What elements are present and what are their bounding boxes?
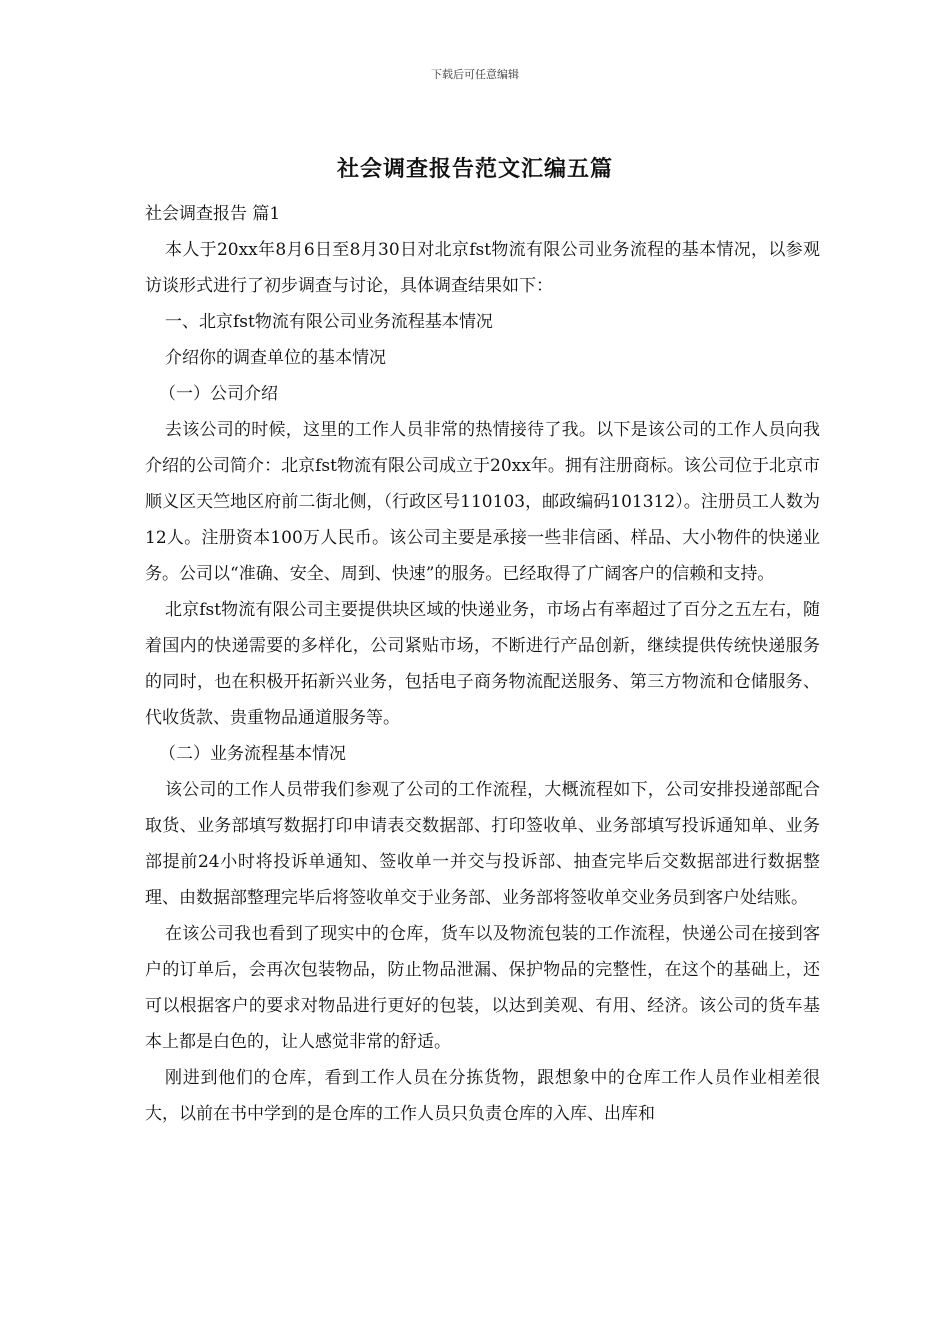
section-label: 社会调查报告 篇1 <box>145 204 281 224</box>
paragraph-sorting: 刚进到他们的仓库，看到工作人员在分拣货物，跟想象中的仓库工作人员作业相差很大，以前在书中学到的是仓库的工作人员只负责仓库的入库、出库和 <box>145 1068 820 1124</box>
paragraph-business-scope: 北京fst物流有限公司主要提供块区域的快递业务，市场占有率超过了百分之五左右，随着国内的快递需要的多样化，公司紧贴市场，不断进行产品创新，继续提供传统快递服务的同时，也在积极开拓新兴业务，包括电子商务物流配送服务、第三方物流和仓储服务、代收货款、贵重物品通道服务等。 <box>145 600 820 728</box>
document-title: 社会调查报告范文汇编五篇 <box>336 156 613 182</box>
paragraph-company-profile: 去该公司的时候，这里的工作人员非常的热情接待了我。以下是该公司的工作人员向我介绍的公司简介：北京fst物流有限公司成立于20xx年。拥有注册商标。该公司位于北京市顺义区天竺地区府前二街北侧，（行政区号110103，邮政编码101312）。注册员工人数为12人。注册资本100万人民币。该公司主要是承接一些非信函、样品、大小物件的快递业务。公司以“准确、安全、周到、快速”的服务。已经取得了广阔客户的信赖和支持。 <box>145 420 820 584</box>
paragraph-intro: 本人于20xx年8月6日至8月30日对北京fst物流有限公司业务流程的基本情况，以参观访谈形式进行了初步调查与讨论，具体调查结果如下： <box>145 240 820 296</box>
heading-section-1: 一、北京fst物流有限公司业务流程基本情况 <box>165 312 493 332</box>
heading-company-intro: （一）公司介绍 <box>159 384 278 404</box>
header-note: 下载后可任意编辑 <box>431 68 519 81</box>
document-body <box>145 196 820 1132</box>
paragraph-workflow: 该公司的工作人员带我们参观了公司的工作流程，大概流程如下，公司安排投递部配合取货、业务部填写数据打印申请表交数据部、打印签收单、业务部填写投诉通知单、业务部提前24小时将投诉单通知、签收单一并交与投诉部、抽查完毕后交数据部进行数据整理、由数据部整理完毕后将签收单交于业务部、业务部将签收单交业务员到客户处结账。 <box>145 780 820 908</box>
heading-workflow: （二）业务流程基本情况 <box>159 744 346 764</box>
paragraph-warehouse: 在该公司我也看到了现实中的仓库，货车以及物流包装的工作流程，快递公司在接到客户的订单后，会再次包装物品，防止物品泄漏、保护物品的完整性，在这个的基础上，还可以根据客户的要求对物品进行更好的包装，以达到美观、有用、经济。该公司的货车基本上都是白色的，让人感觉非常的舒适。 <box>145 924 820 1052</box>
paragraph-unit-intro: 介绍你的调查单位的基本情况 <box>165 348 386 368</box>
